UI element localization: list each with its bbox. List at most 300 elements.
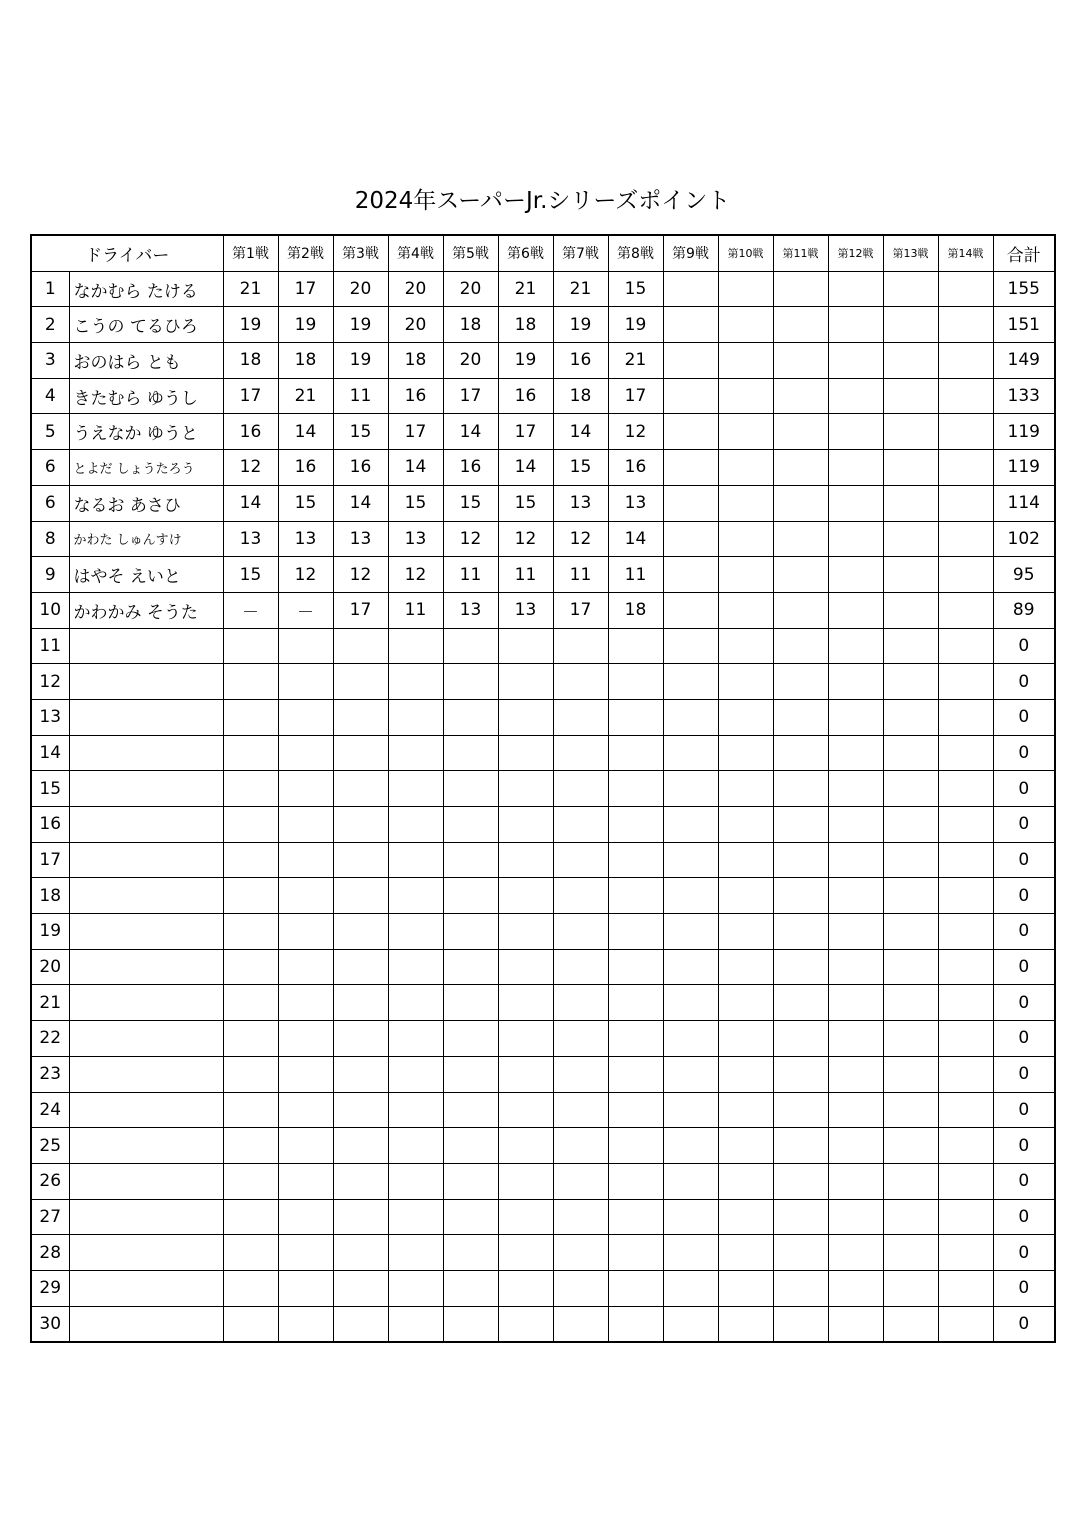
race-11-points-cell [773,1235,828,1271]
race-3-points-cell: 13 [333,521,388,557]
race-2-points-cell [278,1306,333,1342]
race-8-points-cell [608,1021,663,1057]
driver-name-cell [69,699,223,735]
race-4-points-cell [388,1092,443,1128]
table-body [31,271,1055,1342]
race-9-points-cell [663,699,718,735]
race-8-points-cell: 12 [608,414,663,450]
race-2-points-cell: － [278,592,333,628]
race-1-points-cell: 21 [223,271,278,307]
race-1-points-cell: 15 [223,557,278,593]
race-10-points-cell [718,592,773,628]
race-1-points-cell [223,878,278,914]
race-2-points-cell [278,1021,333,1057]
race-11-points-cell [773,699,828,735]
race-10-points-cell [718,378,773,414]
race-4-points-cell: 20 [388,307,443,343]
race-1-points-cell [223,771,278,807]
race-13-points-cell [883,949,938,985]
race-8-points-cell: 17 [608,378,663,414]
race-6-points-cell: 12 [498,521,553,557]
race-1-points-cell [223,628,278,664]
total-points-cell: 133 [993,378,1055,414]
race-12-points-cell [828,414,883,450]
race-4-points-cell: 20 [388,271,443,307]
race-14-points-cell [938,1163,993,1199]
race-12-points-cell [828,842,883,878]
race-4-points-cell [388,699,443,735]
race-2-points-cell: 13 [278,521,333,557]
race-13-points-cell [883,985,938,1021]
race-2-points-cell [278,771,333,807]
race-7-points-cell [553,1163,608,1199]
race-14-points-cell [938,307,993,343]
race-7-points-cell: 13 [553,485,608,521]
race-8-points-cell: 11 [608,557,663,593]
race-8-points-cell [608,878,663,914]
race-2-points-cell [278,878,333,914]
header-row [31,235,1055,271]
race-4-points-cell [388,985,443,1021]
race-9-points-cell [663,771,718,807]
driver-name-cell [69,628,223,664]
race-14-points-cell [938,1235,993,1271]
driver-name-cell [69,1270,223,1306]
race-10-points-cell [718,878,773,914]
race-5-points-cell [443,1235,498,1271]
rank-cell: 3 [31,343,69,379]
race-11-points-cell [773,914,828,950]
total-points-cell: 155 [993,271,1055,307]
race-10-points-cell [718,1235,773,1271]
race-11-points-cell [773,771,828,807]
race-3-points-cell: 11 [333,378,388,414]
table-row [31,878,1055,914]
rank-cell: 26 [31,1163,69,1199]
race-6-points-cell: 18 [498,307,553,343]
race-8-points-cell: 14 [608,521,663,557]
driver-name-cell [69,735,223,771]
rank-cell: 14 [31,735,69,771]
rank-cell: 28 [31,1235,69,1271]
race-10-points-cell [718,1021,773,1057]
race-7-points-cell [553,914,608,950]
race-4-points-cell [388,664,443,700]
race-11-points-cell [773,985,828,1021]
race-8-points-cell [608,699,663,735]
table-row [31,1163,1055,1199]
rank-cell: 8 [31,521,69,557]
total-points-cell: 0 [993,1021,1055,1057]
race-2-points-cell: 15 [278,485,333,521]
race-13-points-cell [883,1199,938,1235]
race-11-points-cell [773,664,828,700]
driver-name-cell [69,1021,223,1057]
race-13-points-cell [883,1306,938,1342]
rank-cell: 13 [31,699,69,735]
driver-name-cell [69,1163,223,1199]
race-11-points-cell [773,592,828,628]
race-4-points-cell [388,735,443,771]
table-row [31,914,1055,950]
race-6-points-cell: 11 [498,557,553,593]
race-5-points-cell [443,1306,498,1342]
race-12-points-cell [828,664,883,700]
race-9-points-cell [663,949,718,985]
race-5-points-cell [443,914,498,950]
race-6-points-cell [498,1199,553,1235]
race-10-header: 第10戦 [718,235,773,271]
race-9-points-cell [663,450,718,486]
race-4-points-cell [388,1306,443,1342]
race-8-points-cell [608,664,663,700]
race-12-points-cell [828,1235,883,1271]
race-6-points-cell [498,878,553,914]
rank-cell: 29 [31,1270,69,1306]
race-14-points-cell [938,450,993,486]
race-5-points-cell [443,949,498,985]
race-9-points-cell [663,485,718,521]
race-5-points-cell: 20 [443,271,498,307]
race-1-points-cell: 14 [223,485,278,521]
race-6-points-cell [498,1021,553,1057]
race-4-points-cell [388,1163,443,1199]
race-12-points-cell [828,343,883,379]
race-1-points-cell [223,914,278,950]
rank-cell: 6 [31,485,69,521]
total-points-cell: 0 [993,628,1055,664]
race-12-points-cell [828,1092,883,1128]
race-12-points-cell [828,1128,883,1164]
total-points-cell: 0 [993,771,1055,807]
table-row [31,1092,1055,1128]
race-9-points-cell [663,1128,718,1164]
race-11-points-cell [773,450,828,486]
race-14-points-cell [938,1092,993,1128]
race-4-points-cell: 18 [388,343,443,379]
race-6-points-cell [498,949,553,985]
race-6-points-cell: 15 [498,485,553,521]
race-3-header: 第3戦 [333,235,388,271]
table-row [31,699,1055,735]
rank-cell: 2 [31,307,69,343]
race-10-points-cell [718,914,773,950]
race-3-points-cell [333,1270,388,1306]
race-4-points-cell [388,842,443,878]
rank-cell: 18 [31,878,69,914]
race-4-points-cell: 17 [388,414,443,450]
race-14-points-cell [938,628,993,664]
race-12-points-cell [828,735,883,771]
race-8-points-cell: 15 [608,271,663,307]
rank-cell: 6 [31,450,69,486]
race-13-points-cell [883,771,938,807]
race-13-points-cell [883,592,938,628]
race-2-points-cell [278,1056,333,1092]
race-7-points-cell: 17 [553,592,608,628]
total-points-cell: 119 [993,450,1055,486]
page-title: 2024年スーパーJr.シリーズポイント [354,188,731,215]
race-2-points-cell: 18 [278,343,333,379]
race-6-points-cell [498,985,553,1021]
race-3-points-cell [333,1092,388,1128]
race-9-points-cell [663,842,718,878]
driver-name-cell [69,1128,223,1164]
race-5-points-cell [443,842,498,878]
race-11-points-cell [773,628,828,664]
table-row [31,1306,1055,1342]
race-3-points-cell: 17 [333,592,388,628]
driver-name-cell [69,664,223,700]
race-6-points-cell: 14 [498,450,553,486]
race-9-points-cell [663,878,718,914]
race-14-header: 第14戦 [938,235,993,271]
driver-name-cell [69,949,223,985]
total-points-cell: 89 [993,592,1055,628]
rank-cell: 20 [31,949,69,985]
table-row [31,985,1055,1021]
race-8-points-cell [608,807,663,843]
race-10-points-cell [718,414,773,450]
total-points-cell: 0 [993,878,1055,914]
table-row [31,307,1055,343]
driver-name-cell: なかむら たける [69,271,223,307]
race-5-points-cell: 20 [443,343,498,379]
race-1-points-cell [223,1163,278,1199]
race-7-points-cell [553,949,608,985]
race-11-points-cell [773,1056,828,1092]
race-5-points-cell: 14 [443,414,498,450]
race-2-points-cell [278,664,333,700]
race-12-header: 第12戦 [828,235,883,271]
race-3-points-cell [333,1235,388,1271]
race-12-points-cell [828,592,883,628]
race-3-points-cell [333,1056,388,1092]
table-row [31,1270,1055,1306]
race-14-points-cell [938,521,993,557]
race-11-points-cell [773,1163,828,1199]
race-14-points-cell [938,949,993,985]
race-8-points-cell: 21 [608,343,663,379]
race-9-points-cell [663,414,718,450]
race-14-points-cell [938,1199,993,1235]
race-7-points-cell: 21 [553,271,608,307]
race-7-points-cell [553,1270,608,1306]
race-7-points-cell [553,1128,608,1164]
rank-cell: 27 [31,1199,69,1235]
race-1-points-cell: 13 [223,521,278,557]
race-13-points-cell [883,1021,938,1057]
race-9-points-cell [663,1092,718,1128]
race-11-points-cell [773,343,828,379]
race-12-points-cell [828,771,883,807]
race-7-points-cell [553,878,608,914]
race-8-points-cell [608,1306,663,1342]
race-10-points-cell [718,985,773,1021]
race-4-points-cell: 13 [388,521,443,557]
total-points-cell: 0 [993,1128,1055,1164]
table-row [31,664,1055,700]
table-row [31,628,1055,664]
total-points-cell: 0 [993,1270,1055,1306]
race-3-points-cell [333,807,388,843]
total-points-cell: 0 [993,842,1055,878]
table-row [31,1056,1055,1092]
race-14-points-cell [938,1306,993,1342]
race-2-points-cell [278,914,333,950]
race-6-points-cell [498,1270,553,1306]
rank-cell: 9 [31,557,69,593]
race-13-points-cell [883,1235,938,1271]
race-6-points-cell [498,1163,553,1199]
race-7-header: 第7戦 [553,235,608,271]
race-7-points-cell [553,1056,608,1092]
race-3-points-cell [333,842,388,878]
race-7-points-cell [553,664,608,700]
race-13-header: 第13戦 [883,235,938,271]
race-7-points-cell [553,771,608,807]
total-points-cell: 0 [993,1056,1055,1092]
rank-cell: 24 [31,1092,69,1128]
total-points-cell: 0 [993,985,1055,1021]
race-11-header: 第11戦 [773,235,828,271]
race-11-points-cell [773,271,828,307]
race-2-points-cell [278,1270,333,1306]
race-9-points-cell [663,592,718,628]
race-6-points-cell [498,699,553,735]
race-12-points-cell [828,271,883,307]
race-9-points-cell [663,628,718,664]
race-11-points-cell [773,807,828,843]
driver-name-cell: かわた しゅんすけ [69,521,223,557]
race-2-points-cell: 12 [278,557,333,593]
table-row [31,343,1055,379]
race-2-points-cell [278,1199,333,1235]
race-10-points-cell [718,485,773,521]
total-points-cell: 0 [993,1235,1055,1271]
race-9-points-cell [663,807,718,843]
race-5-points-cell [443,1199,498,1235]
rank-cell: 21 [31,985,69,1021]
race-9-points-cell [663,985,718,1021]
race-3-points-cell [333,1128,388,1164]
race-11-points-cell [773,1128,828,1164]
total-points-cell: 149 [993,343,1055,379]
race-7-points-cell: 18 [553,378,608,414]
rank-cell: 25 [31,1128,69,1164]
race-4-points-cell: 16 [388,378,443,414]
race-13-points-cell [883,1092,938,1128]
race-1-points-cell [223,699,278,735]
race-13-points-cell [883,271,938,307]
race-2-points-cell [278,1163,333,1199]
rank-cell: 16 [31,807,69,843]
race-2-points-cell [278,628,333,664]
race-14-points-cell [938,1021,993,1057]
table-row [31,949,1055,985]
race-5-points-cell [443,985,498,1021]
race-10-points-cell [718,1128,773,1164]
table-row [31,771,1055,807]
race-4-points-cell: 12 [388,557,443,593]
race-14-points-cell [938,378,993,414]
race-12-points-cell [828,521,883,557]
race-14-points-cell [938,985,993,1021]
race-1-points-cell [223,842,278,878]
race-12-points-cell [828,378,883,414]
race-9-points-cell [663,378,718,414]
race-6-points-cell [498,664,553,700]
race-12-points-cell [828,1306,883,1342]
race-7-points-cell: 19 [553,307,608,343]
race-14-points-cell [938,699,993,735]
race-3-points-cell [333,914,388,950]
race-1-points-cell [223,1128,278,1164]
total-points-cell: 151 [993,307,1055,343]
race-3-points-cell [333,628,388,664]
race-5-header: 第5戦 [443,235,498,271]
race-13-points-cell [883,307,938,343]
race-8-points-cell [608,1128,663,1164]
race-10-points-cell [718,628,773,664]
driver-name-cell: おのはら とも [69,343,223,379]
race-8-points-cell: 13 [608,485,663,521]
table-row [31,735,1055,771]
total-points-cell: 0 [993,664,1055,700]
race-13-points-cell [883,735,938,771]
table-row [31,1199,1055,1235]
race-2-points-cell [278,699,333,735]
race-4-points-cell [388,1128,443,1164]
race-1-points-cell [223,1306,278,1342]
race-4-points-cell: 15 [388,485,443,521]
race-13-points-cell [883,343,938,379]
race-10-points-cell [718,271,773,307]
race-5-points-cell: 18 [443,307,498,343]
race-5-points-cell [443,699,498,735]
total-points-cell: 0 [993,1199,1055,1235]
rank-cell: 12 [31,664,69,700]
race-5-points-cell [443,1163,498,1199]
race-2-points-cell [278,949,333,985]
race-2-points-cell: 17 [278,271,333,307]
race-3-points-cell: 12 [333,557,388,593]
race-8-points-cell [608,914,663,950]
race-3-points-cell [333,699,388,735]
race-9-points-cell [663,1056,718,1092]
race-12-points-cell [828,949,883,985]
race-14-points-cell [938,557,993,593]
race-14-points-cell [938,771,993,807]
race-2-points-cell [278,735,333,771]
race-8-points-cell [608,1199,663,1235]
race-1-points-cell [223,735,278,771]
race-4-points-cell [388,807,443,843]
race-2-points-cell: 21 [278,378,333,414]
race-9-points-cell [663,557,718,593]
race-6-points-cell [498,842,553,878]
race-4-header: 第4戦 [388,235,443,271]
race-11-points-cell [773,521,828,557]
race-4-points-cell [388,914,443,950]
driver-name-cell: きたむら ゆうし [69,378,223,414]
race-5-points-cell: 13 [443,592,498,628]
race-8-points-cell: 18 [608,592,663,628]
race-8-points-cell: 16 [608,450,663,486]
race-11-points-cell [773,414,828,450]
race-7-points-cell [553,735,608,771]
race-5-points-cell [443,1128,498,1164]
